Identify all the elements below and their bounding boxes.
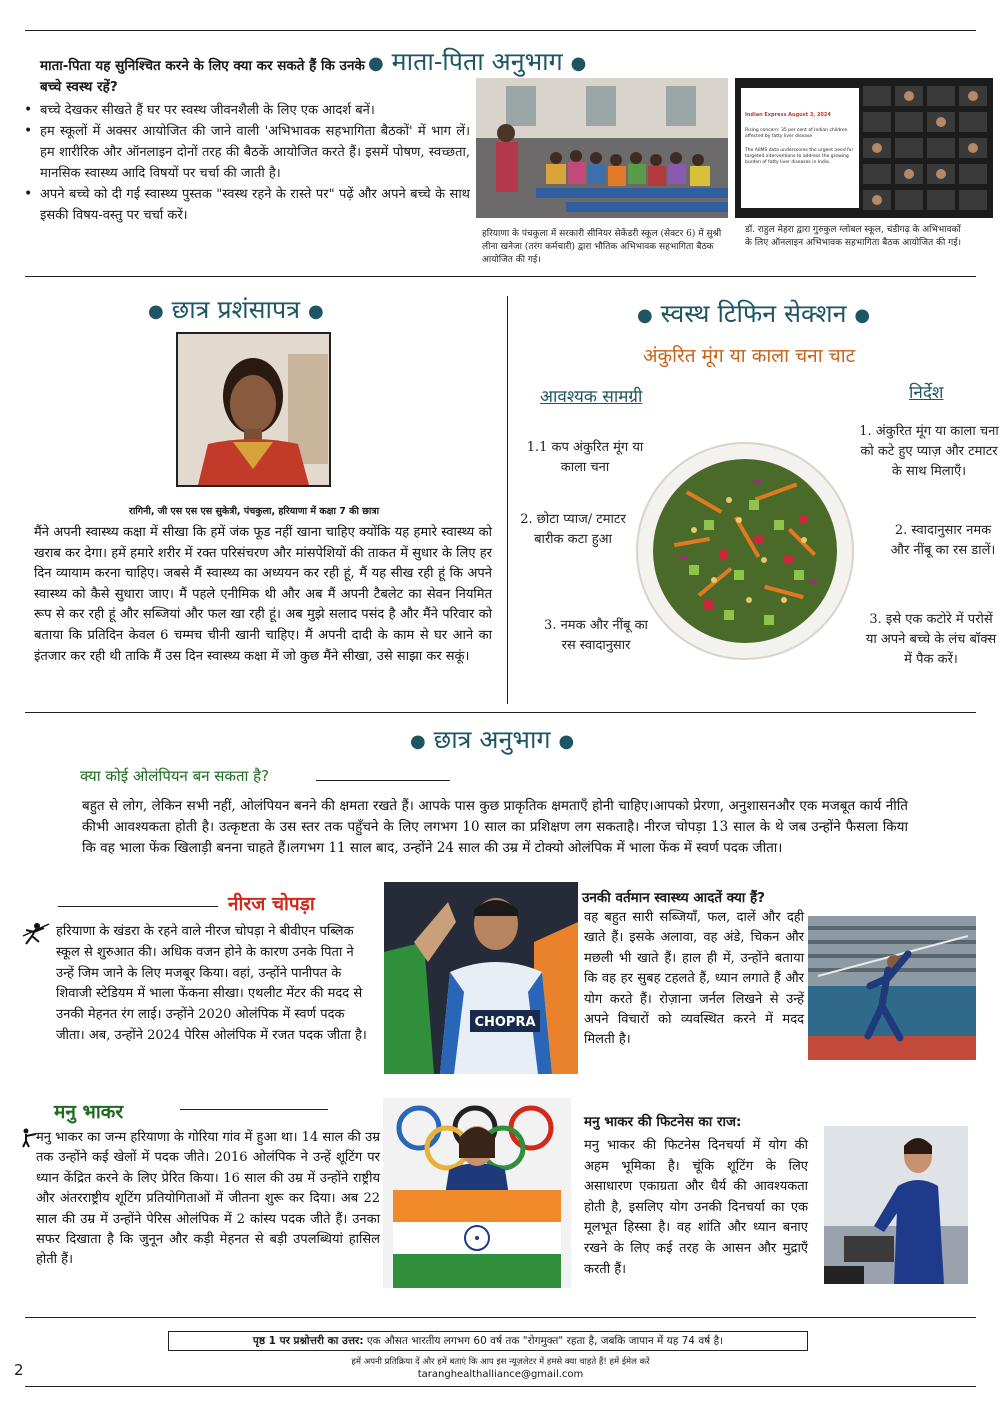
neeraj-throw-photo	[808, 916, 976, 1060]
javelin-thrower-icon	[20, 922, 50, 946]
manu-fitness-text: मनु भाकर की फिटनेस दिनचर्या में योग की अहम भूमिका है। चूंकि शूटिंग के लिए असाधारण एकाग्रता और धैर्य की आवश्यकता होती है, इसलिए योग उनकी दिनचर्या का एक मूलभूत हिस्सा है। वह शांति और ध्यान बनाए रखने के लिए कई तरह के आसन और मुद्राएँ करती हैं।	[584, 1138, 808, 1277]
page-number: 2	[14, 1361, 24, 1379]
neeraj-throw-illustration	[808, 916, 976, 1060]
testimonial-section-title: ● छात्र प्रशंसापत्र ●	[148, 295, 324, 324]
ingredient-item: 3. नमक और नींबू का रस स्वादानुसार	[544, 618, 648, 653]
manu-name: मनु भाकर	[54, 1101, 124, 1123]
manu-flag-illustration	[383, 1098, 571, 1288]
screen-headline: Indian Express August 3, 2024	[745, 112, 831, 118]
participant-grid	[863, 86, 989, 212]
quiz-answer-box	[168, 1331, 808, 1351]
ingredient-item: 1.1 कप अंकुरित मूंग या काला चना	[526, 440, 644, 475]
student-caption: रागिनी, जी एस एस एस सुकेत्री, पंचकुला, हरियाणा में कक्षा 7 की छात्रा	[128, 506, 380, 517]
recipe-title: अंकुरित मूंग या काला चना चाट	[643, 345, 856, 367]
olympian-intro: बहुत से लोग, लेकिन सभी नहीं, ओलंपियन बनने की क्षमता रखते हैं। आपके पास कुछ प्राकृतिक क्षमताएँ होनी चाहिए।आपको प्रेरणा, अनुशासनऔर एक मजबूत कार्य नीति कीभी आवश्यकता होती है। उत्कृष्टता के उस स्तर तक पहुँचने के लिए लगभग 10 साल का प्रशिक्षण लग सकताहै। नीरज चोपड़ा 13 साल के थे जब उन्होंने फैसला किया कि वह भाला फेंक खिलाड़ी बनना चाहते हैं।लगभग 11 साल बाद, उन्होंने 24 साल की उम्र में टोक्यो ओलंपिक में भाला फेंक में स्वर्ण पदक जीता।	[82, 798, 908, 856]
screen-line-1: Rising concern: 35 per cent of Indian children affected by fatty liver disease	[745, 128, 848, 139]
footer-bottom-rule	[25, 1386, 976, 1387]
parent-meeting-photo	[476, 78, 728, 218]
neeraj-name: नीरज चोपड़ा	[228, 893, 315, 915]
neeraj-habits-title: उनकी वर्तमान स्वास्थ्य आदतें क्या हैं?	[582, 890, 766, 906]
students-section-title: ● छात्र अनुभाग ●	[410, 725, 575, 754]
ingredient-item: 2. छोटा प्याज/ टमाटर बारीक कटा हुआ	[520, 512, 626, 547]
online-meeting-screenshot	[735, 78, 993, 218]
footer-top-rule	[25, 1317, 976, 1318]
neeraj-celebration-photo	[384, 882, 578, 1074]
classroom-illustration	[476, 78, 728, 218]
direction-step: 3. इसे एक कटोरे में परोसें या अपने बच्चे के लंच बॉक्स में पैक करें।	[865, 612, 997, 667]
quiz-answer-label: पृष्ठ 1 पर प्रश्नोत्तरी का उत्तर:	[252, 1335, 364, 1347]
neeraj-celebration-illustration	[384, 882, 578, 1074]
parents-bottom-rule	[25, 276, 976, 277]
middle-rule	[25, 712, 976, 713]
neeraj-bio: हरियाणा के खंडरा के रहने वाले नीरज चोपड़ा ने बीवीएन पब्लिक स्कूल से शुरुआत की। अधिक वजन होने के कारण उनके पिता ने उन्हें जिम जाने के लिए मजबूर किया। वहां, उन्होंने पानीपत के शिवाजी स्टेडियम में भाला फेंकना सीखा। एथलीट मेंटर की मदद से उनकी मेहनत रंग लाई। उन्होंने 2020 ओलंपिक में स्वर्ण पदक जीता। अब, उन्होंने 2024 पेरिस ओलंपिक में रजत पदक जीता है।	[56, 924, 367, 1043]
olympian-question: क्या कोई ओलंपियन बन सकता है?	[80, 767, 270, 785]
shared-screen	[741, 88, 859, 208]
top-rule	[25, 30, 976, 31]
manu-flag-photo	[383, 1098, 571, 1288]
neeraj-habits-text: वह बहुत सारी सब्जियाँ, फल, दालें और दही खाते हैं। इसके अलावा, वह अंडे, चिकन और मछली भी खाते हैं। हाल ही में, उन्होंने बताया कि वह हर सुबह टहलते हैं, ध्यान लगाते हैं और योग करते हैं। रोज़ाना जर्नल लिखने से उन्हें अपने विचारों को व्यवस्थित करने में मदद मिलती है।	[584, 910, 804, 1048]
direction-step: 2. स्वादानुसार नमक और नींबू का रस डालें।	[890, 523, 996, 558]
parents-bullet-list	[24, 100, 470, 226]
manu-shooting-illustration	[824, 1126, 968, 1284]
screen-line-2: The AIIMS data underscores the urgent need for targeted interventions to address the growing burden of fatty liver diseases in India.	[745, 148, 854, 165]
contact-email[interactable]: taranghealthalliance@gmail.com	[417, 1369, 584, 1380]
parents-bullet: • अपने बच्चे को दी गई स्वास्थ्य पुस्तक "स्वस्थ रहने के रास्ते पर" पढ़ें और अपने बच्चे के साथ इसकी विषय-वस्तु पर चर्चा करें।	[24, 184, 470, 226]
student-portrait-illustration	[178, 334, 329, 485]
manu-fitness-title: मनु भाकर की फिटनेस का राज:	[584, 1114, 742, 1130]
testimonial-text: मैंने अपनी स्वास्थ्य कक्षा में सीखा कि हमें जंक फूड नहीं खाना चाहिए क्योंकि यह हमारे स्वास्थ्य को खराब कर देगा। हमें हमारे शरीर में रक्त परिसंचरण और मांसपेशियों की ताकत में सुधार के लिए हर दिन व्यायाम करना चाहिए। जबसे मैं स्वास्थ्य का अध्ययन कर रही हूं, मैं यह सीख रही हूं कि अपने स्वास्थ्य को कैसे सुधारा जाए। मैं पहले एनीमिक थी और अब मैं अपनी टैबलेट का सेवन नियमित रूप से कर रही हूं और सब्जियां और फल खा रही हूं। अब मुझे सलाद पसंद है और मैंने परिवार को बताया कि प्रतिदिन केवल 6 चम्मच चीनी खानी चाहिए। मैं अपनी दादी के काम से घर आने का इंतजार कर रही थी ताकि मैं उस दिन स्वास्थ्य कक्षा में जो कुछ मैंने सीखा, उसे साझा कर सकूं।	[34, 525, 492, 664]
chaat-bowl-photo	[634, 440, 856, 662]
direction-step: 1. अंकुरित मूंग या काला चना को कटे हुए प्याज़ और टमाटर के साथ मिलाएँ।	[859, 424, 999, 479]
feedback-text: हमें अपनी प्रतिक्रिया दें और हमें बताएं कि आप इस न्यूज़लेटर में हमसे क्या चाहते हैं! हमें ईमेल करें	[351, 1357, 650, 1367]
manu-shooting-photo	[824, 1126, 968, 1284]
ingredients-label: आवश्यक सामग्री	[540, 387, 643, 407]
parents-bullet: • हम स्कूलों में अक्सर आयोजित की जाने वाली 'अभिभावक सहभागिता बैठकों' में भाग लें। हम शारीरिक और ऑनलाइन दोनों तरह की बैठकें आयोजित करते हैं। इसमें पोषण, स्वच्छता, मानसिक स्वास्थ्य आदि विषयों पर चर्चा की जाती है।	[24, 121, 470, 184]
student-portrait	[176, 332, 331, 487]
neeraj-left-rule	[58, 906, 218, 907]
online-meeting-caption: डॉ. राहुल मेहरा द्वारा गुरुकुल ग्लोबल स्कूल, चंडीगढ़ के अभिभावकों के लिए ऑनलाइन अभिभावक सहभागिता बैठक आयोजित की गई।	[745, 225, 962, 248]
jersey-name: CHOPRA	[474, 1015, 536, 1030]
parents-section-title: ● माता-पिता अनुभाग ●	[368, 47, 587, 76]
quiz-answer-text: एक औसत भारतीय लगभग 60 वर्ष तक "रोगमुक्त" रहता है, जबकि जापान में यह 74 वर्ष है।	[366, 1335, 724, 1347]
manu-rule	[180, 1109, 328, 1110]
directions-label: निर्देश	[909, 383, 944, 403]
column-divider	[507, 296, 508, 704]
question-underline	[316, 780, 450, 781]
manu-bio: मनु भाकर का जन्म हरियाणा के गोरिया गांव में हुआ था। 14 साल की उम्र तक उन्होंने कई खेलों में पदक जीते। 2016 ओलंपिक ने उन्हें शूटिंग पर ध्यान केंद्रित करने के लिए प्रेरित किया। 16 साल की उम्र में उन्होंने राष्ट्रीय और अंतरराष्ट्रीय शूटिंग प्रतियोगिताओं में जीतना शुरू कर दिया। अब 22 साल की उम्र में उन्होंने पेरिस ओलंपिक में 2 कांस्य पदक जीते हैं। उनका सफर दिखाता है कि जुनून और कड़ी मेहनत से बड़ी उपलब्धियां हासिल होती हैं।	[36, 1130, 380, 1268]
parents-question: माता-पिता यह सुनिश्चित करने के लिए क्या कर सकते हैं कि उनके बच्चे स्वस्थ रहें?	[40, 58, 365, 95]
tiffin-section-title: ● स्वस्थ टिफिन सेक्शन ●	[637, 299, 871, 328]
parent-meeting-caption: हरियाणा के पंचकुला में सरकारी सीनियर सेकेंडरी स्कूल (सेक्टर 6) में सुश्री लीना खनेजा (तरंग कर्मचारी) द्वारा भौतिक अभिभावक सहभागिता बैठक आयोजित की गई।	[482, 229, 722, 265]
chaat-bowl-illustration	[634, 440, 856, 662]
parents-bullet: • बच्चे देखकर सीखते हैं घर पर स्वस्थ जीवनशैली के लिए एक आदर्श बनें।	[24, 100, 470, 121]
